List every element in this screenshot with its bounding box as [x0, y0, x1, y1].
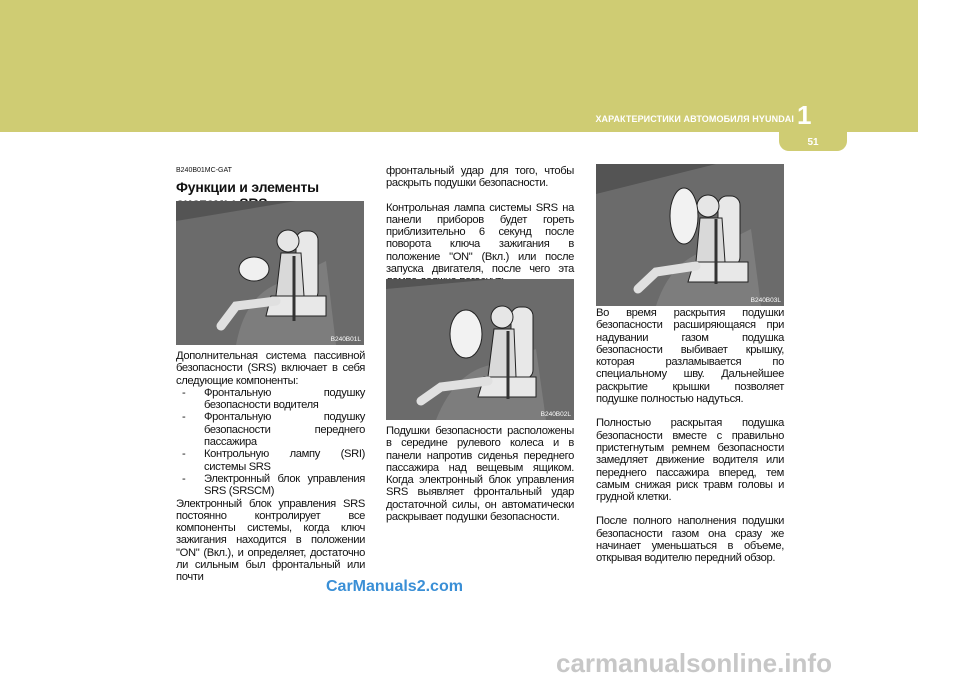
figure-code: B240B03L [750, 297, 781, 304]
watermark-text: carmanualsonline.info [556, 648, 832, 678]
list-item: - Фронтальную подушку безопасности водителя [176, 387, 365, 412]
figure-airbag-inflation [596, 164, 784, 306]
page-number: 51 [807, 137, 819, 148]
page-number-tab [779, 132, 847, 151]
list-item: - Фронтальную подушку безопасности переднего пассажира [176, 411, 365, 448]
figure-code: B240B01L [330, 336, 361, 343]
paragraph: Полностью раскрытая подушка безопасности вместе с правильно пристегнутым ремнем безопасности замедляет движение водителя или переднего пассажира вперед, тем самым снижая риск травм головы и грудной клетки. [596, 417, 784, 504]
list-item: - Контрольную лампу (SRI) системы SRS [176, 448, 365, 473]
components-intro: Дополнительная система пассивной безопасности (SRS) включает в себя следующие компоненты: [176, 350, 365, 387]
paragraph: После полного наполнения подушки безопасности газом она сразу же начинает уменьшаться в объеме, открывая водителю передний обзор. [596, 515, 784, 565]
section-code: B240B01MC-GAT [176, 167, 232, 174]
header-band [0, 0, 918, 132]
section-heading: Функции и элементы [176, 179, 319, 196]
driver-seat-illustration [176, 201, 364, 345]
figure-driver-airbag [176, 201, 364, 345]
paragraph: Подушки безопасности расположены в середине рулевого колеса и в панели напротив сиденья переднего пассажира над вещевым ящиком. Когда электронный блок управления SRS выявляет фронтальный удар достаточной силы, он автоматически раскрывает подушки безопасности. [386, 425, 574, 524]
inflated-airbag-illustration [596, 164, 784, 306]
section-title: ХАРАКТЕРИСТИКИ АВТОМОБИЛЯ HYUNDAI [595, 114, 794, 124]
paragraph: Во время раскрытия подушки безопасности расширяющаяся при надувании газом подушка безопасности выбивает крышку, которая разламывается по специальному шву. Дальнейшее раскрытие крышки позволяет подушке полностью надуться. [596, 307, 784, 406]
chapter-number: 1 [797, 100, 812, 130]
column-1-body [176, 350, 365, 596]
column-3 [596, 307, 784, 577]
watermark-link[interactable]: CarManuals2.com [326, 578, 463, 595]
passenger-seat-illustration [386, 279, 574, 420]
paragraph: фронтальный удар для того, чтобы раскрыть подушки безопасности. [386, 165, 574, 190]
paragraph: Электронный блок управления SRS постоянно контролирует все компоненты системы, когда ключ зажигания находится в положении "ON" (Вкл.), и определяет, достаточно ли сильным был фронтальный или почти [176, 497, 365, 584]
list-item: - Электронный блок управления SRS (SRSCM) [176, 473, 365, 498]
column-2-body [386, 425, 574, 535]
paragraph: Контрольная лампа системы SRS на панели приборов будет гореть приблизительно 6 секунд после поворота ключа зажигания в положение "ON" (Вкл.) или после запуска двигателя, после чего эта [386, 201, 574, 276]
figure-passenger-airbag [386, 279, 574, 420]
components-list [176, 387, 365, 498]
figure-code: B240B02L [540, 411, 571, 418]
